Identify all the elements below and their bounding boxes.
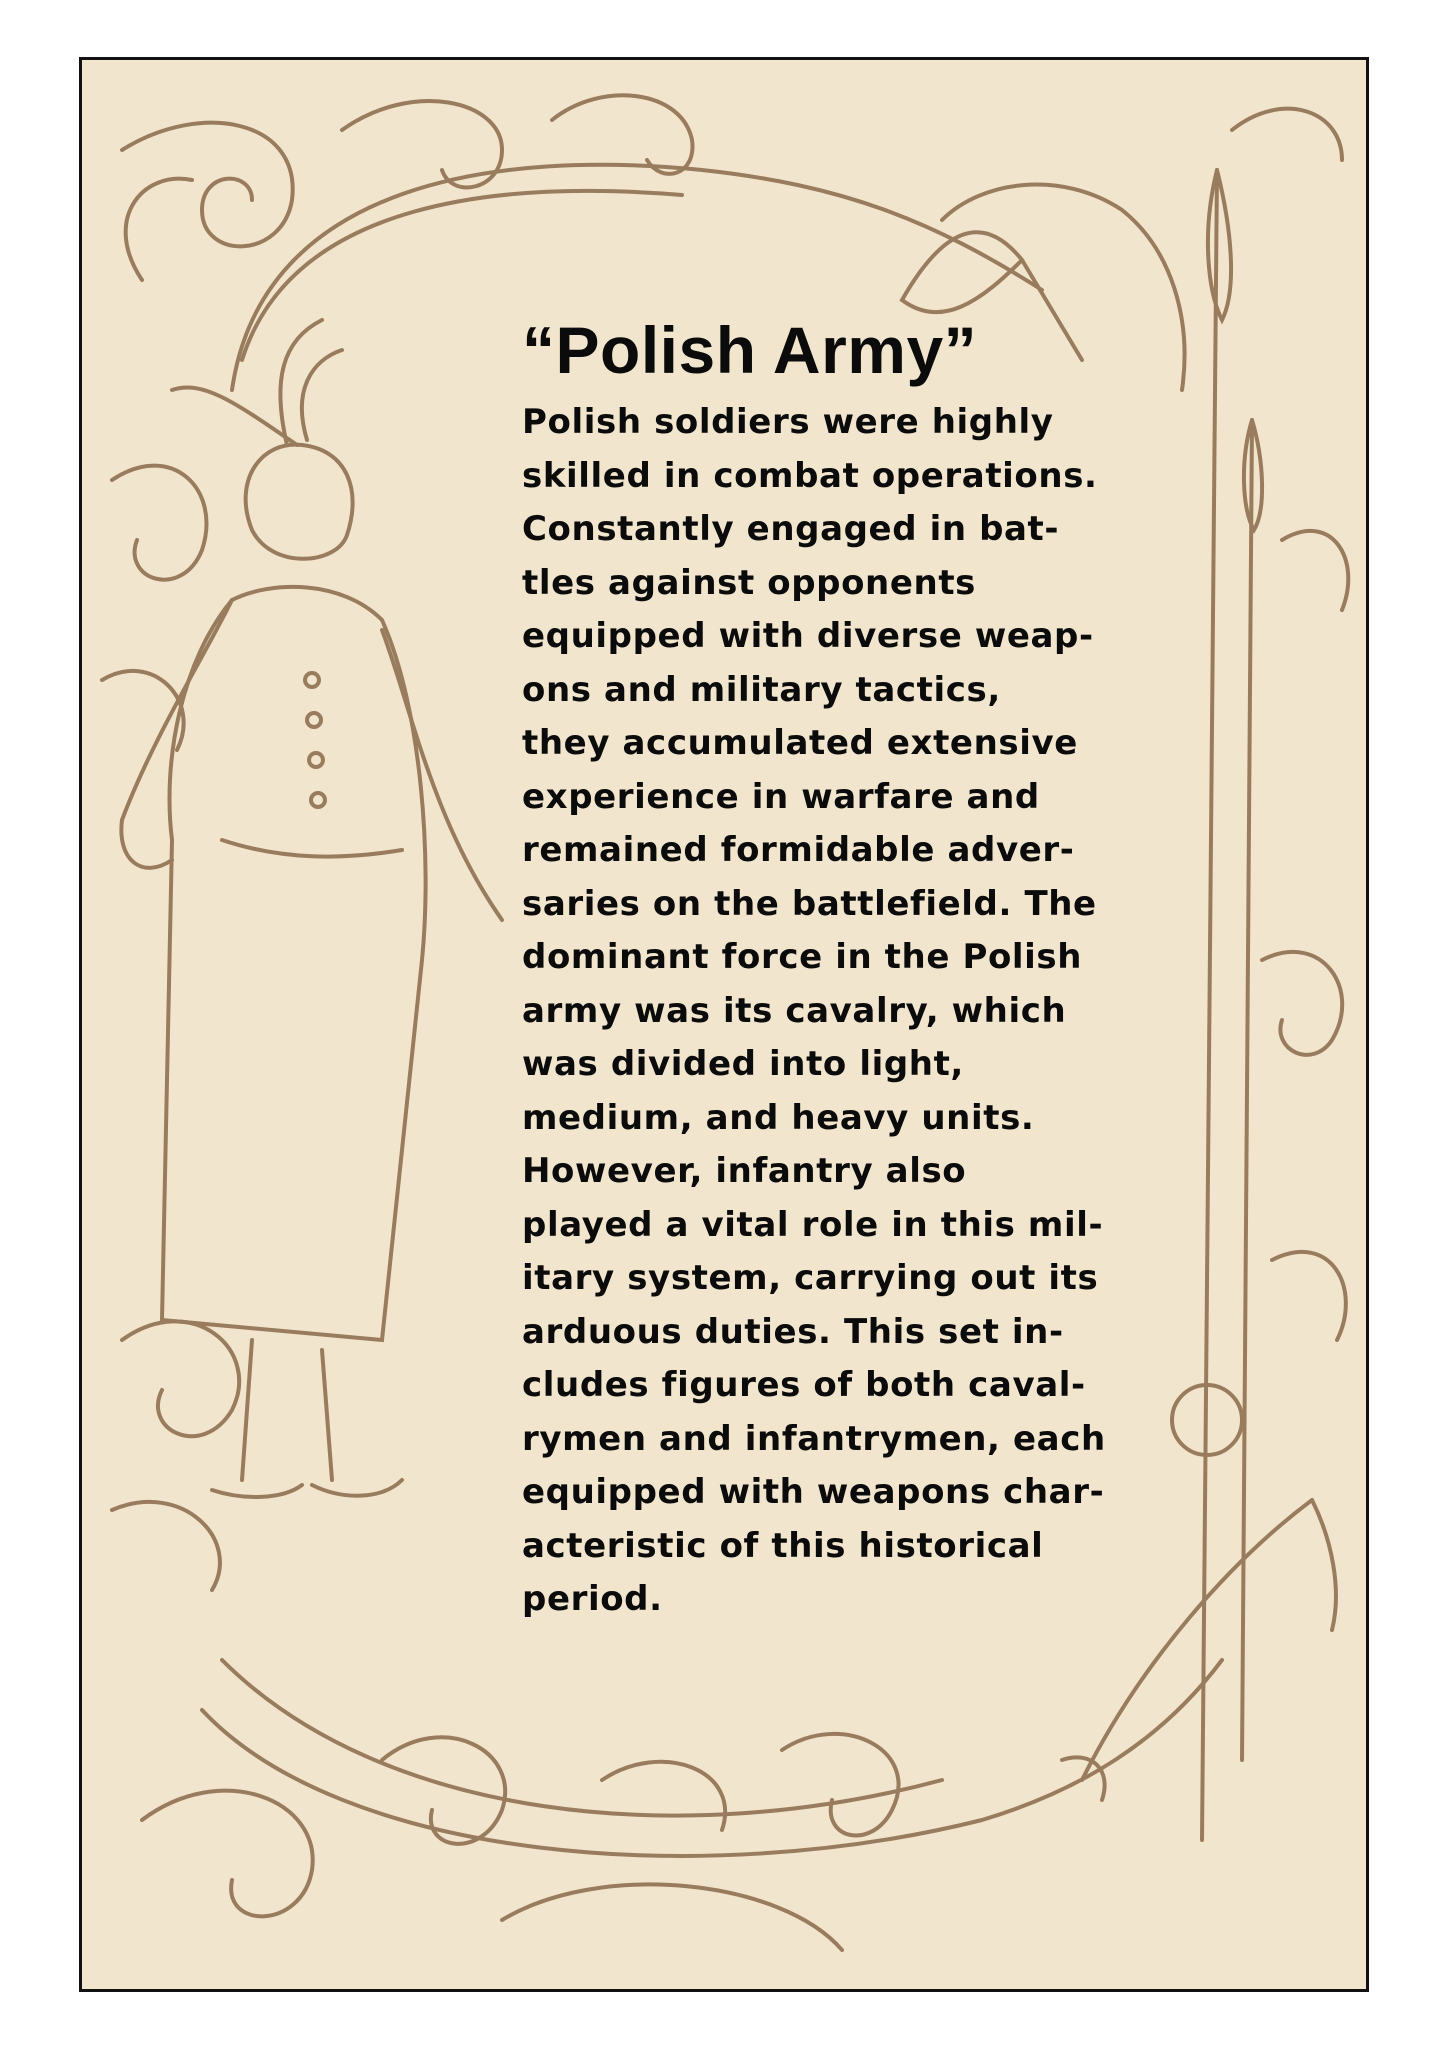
body-line: experience in warfare and — [522, 776, 1040, 817]
article-text-block — [522, 310, 1242, 1627]
body-line: equipped with weapons char- — [522, 1472, 1105, 1512]
body-line: equipped with diverse weap- — [522, 616, 1094, 656]
body-line: saries on the battlefield. The — [522, 883, 1097, 924]
scroll-top-left — [122, 123, 293, 247]
scroll-left-side — [112, 466, 206, 580]
illustrated-card — [79, 57, 1369, 1992]
body-line: remained formidable adver- — [522, 830, 1075, 870]
soldier-head — [246, 445, 353, 559]
body-line: rymen and infantrymen, each — [522, 1418, 1106, 1459]
body-line: However, infantry also — [522, 1151, 967, 1191]
body-line: itary system, carrying out its — [522, 1258, 1099, 1298]
article-body — [522, 396, 1242, 1627]
body-line: they accumulated extensive — [522, 723, 1078, 763]
body-line: arduous duties. This set in- — [522, 1311, 1064, 1352]
body-line: Constantly engaged in bat- — [522, 509, 1060, 549]
body-line: was divided into light, — [522, 1044, 964, 1084]
body-line: Polish soldiers were highly — [522, 402, 1054, 442]
article-title: “Polish Army” — [522, 313, 978, 387]
body-line: period. — [522, 1579, 663, 1619]
body-line: dominant force in the Polish — [522, 937, 1083, 977]
body-line: skilled in combat operations. — [522, 455, 1098, 496]
soldier-coat — [162, 587, 426, 1340]
body-line: tles against opponents — [522, 562, 977, 603]
body-line: ons and military tactics, — [522, 669, 1001, 710]
body-line: played a vital role in this mil- — [522, 1204, 1104, 1245]
soldier-plume — [172, 320, 342, 445]
body-line: cludes figures of both caval- — [522, 1365, 1086, 1405]
body-line: army was its cavalry, which — [522, 990, 1067, 1031]
body-line: medium, and heavy units. — [522, 1097, 1035, 1138]
body-line: acteristic of this historical — [522, 1525, 1044, 1566]
